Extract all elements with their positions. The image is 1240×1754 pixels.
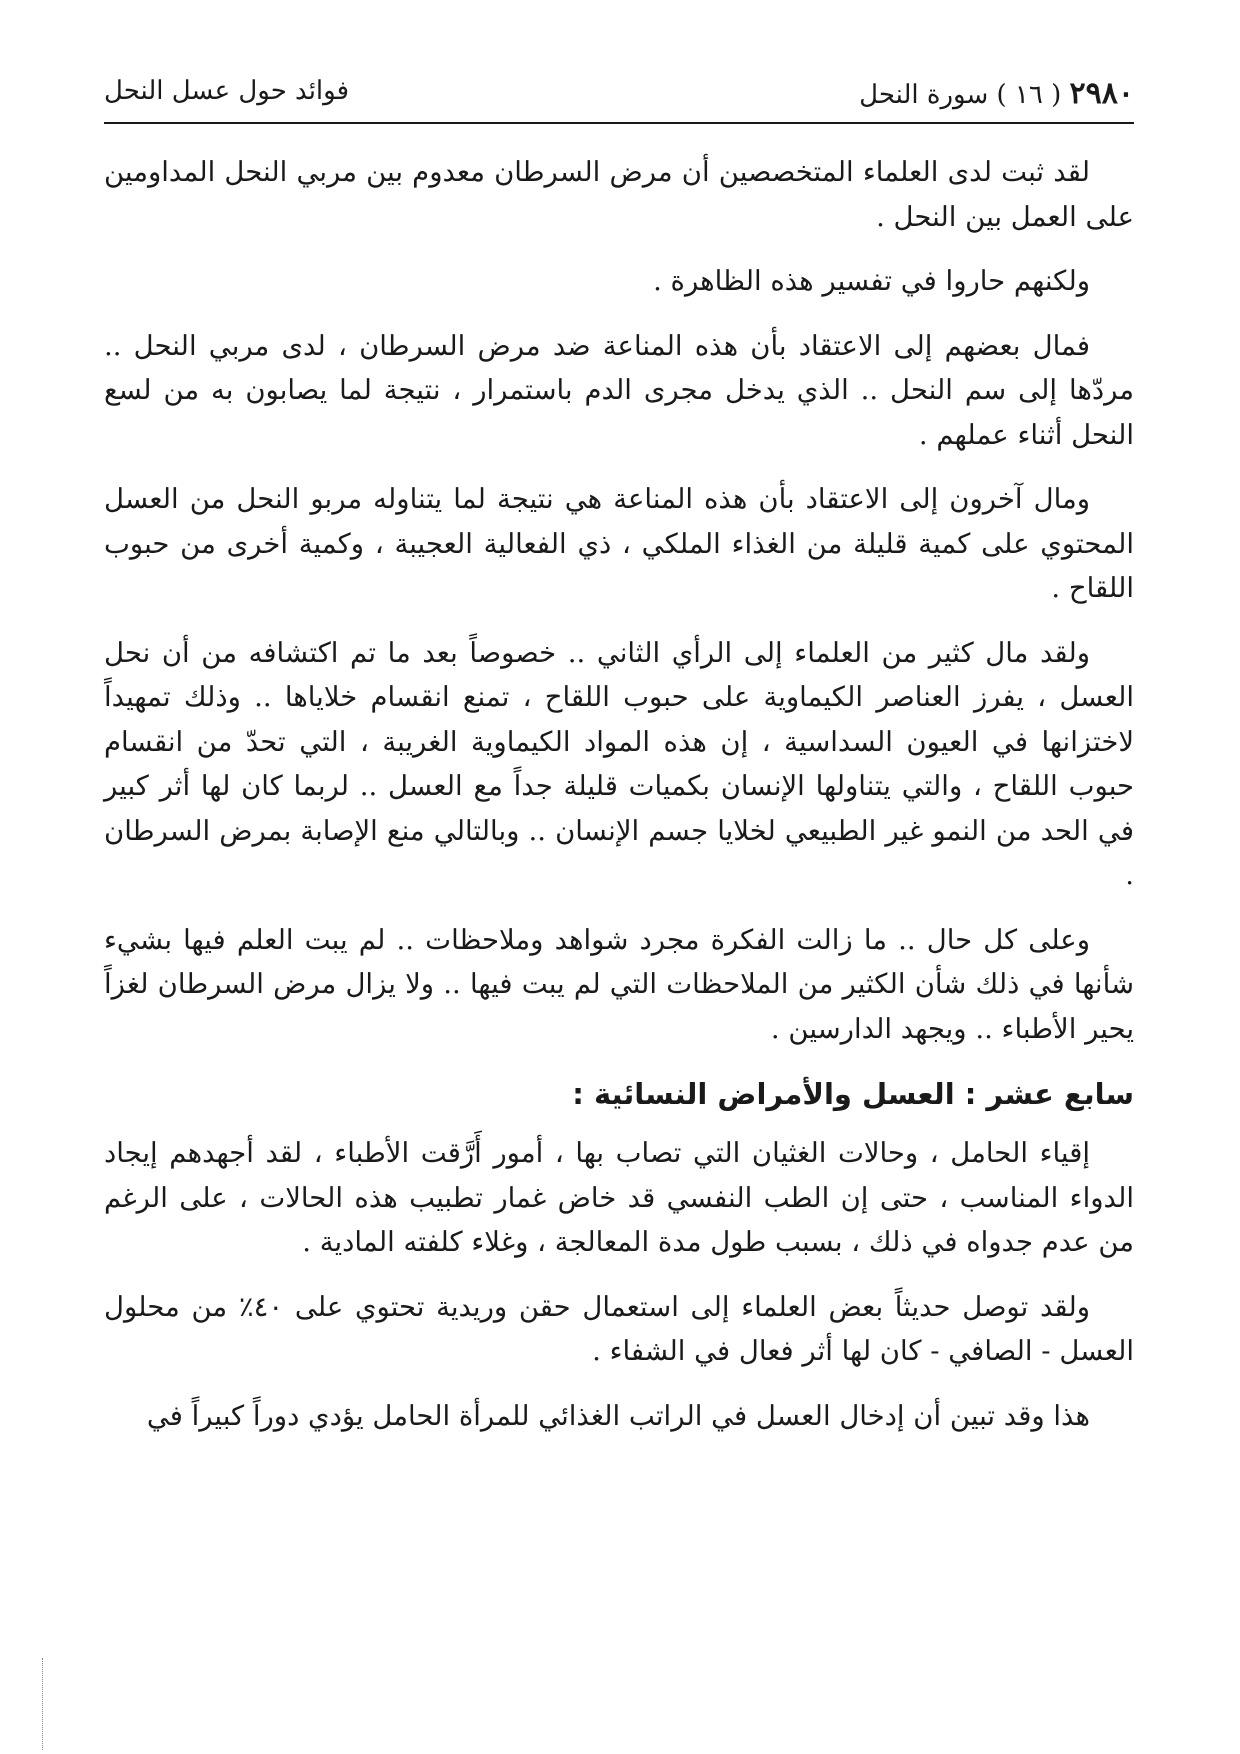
paragraph: ولكنهم حاروا في تفسير هذه الظاهرة .: [653, 265, 1090, 297]
paragraph: لقد ثبت لدى العلماء المتخصصين أن مرض السرطان معدوم بين مربي النحل المداومين على العمل بين النحل .: [104, 156, 1134, 233]
scan-gutter-line: [42, 1658, 43, 1750]
paragraph: فمال بعضهم إلى الاعتقاد بأن هذه المناعة ضد مرض السرطان ، لدى مربي النحل .. مردّها إلى سم النحل .. الذي يدخل مجرى الدم باستمرار ، نتيجة لما يصابون به من لسع النحل أثناء عملهم .: [104, 329, 1134, 451]
running-head-right: [859, 76, 1134, 111]
paragraph: إقياء الحامل ، وحالات الغثيان التي تصاب بها ، أمور أَرَّقت الأطباء ، لقد أجهدهم إيجاد الدواء المناسب ، حتى إن الطب النفسي قد خاض غمار تطبيب هذه الحالات ، على الرغم من عدم جدواه في ذلك ، بسبب طول مدة المعالجة ، وغلاء كلفته المادية .: [104, 1137, 1134, 1258]
running-head-left: فوائد حول عسل النحل: [104, 76, 350, 106]
paragraph: هذا وقد تبين أن إدخال العسل في الراتب الغذائي للمرأة الحامل يؤدي دوراً كبيراً في: [146, 1399, 1090, 1432]
page-body: [104, 150, 1134, 1458]
paragraph: ولقد مال كثير من العلماء إلى الرأي الثاني .. خصوصاً بعد ما تم اكتشافه من أن نحل العسل ، يفرز العناصر الكيماوية على حبوب اللقاح ، تمنع انقسام خلاياها .. وذلك تمهيداً لاختزانها في العيون السداسية ، إن هذه المواد الكيماوية الغريبة ، التي تحدّ من انقسام حبوب اللقاح ، والتي يتناولها الإنسان بكميات قليلة جداً مع العسل .. لربما كان لها أثر كبير في الحد من النمو غير الطبيعي لخلايا جسم الإنسان .. وبالتالي منع الإصابة بمرض السرطان .: [104, 636, 1134, 891]
section-heading: سابع عشر : العسل والأمراض النسائية :: [572, 1077, 1134, 1111]
page-number: ٢٩٨٠: [1069, 76, 1134, 111]
paragraph: ومال آخرون إلى الاعتقاد بأن هذه المناعة هي نتيجة لما يتناوله مربو النحل من العسل المحتوي على كمية قليلة من الغذاء الملكي ، ذي الفعالية العجيبة ، وكمية أخرى من حبوب اللقاح .: [104, 483, 1134, 604]
page-header: [104, 70, 1134, 124]
surah-reference: ( ١٦ ) سورة النحل: [859, 80, 1062, 110]
paragraph: وعلى كل حال .. ما زالت الفكرة مجرد شواهد وملاحظات .. لم يبت العلم فيها بشيء شأنها في ذلك شأن الكثير من الملاحظات التي لم يبت فيها .. ولا يزال مرض السرطان لغزاً يحير الأطباء .. ويجهد الدارسين .: [104, 923, 1134, 1045]
paragraph: ولقد توصل حديثاً بعض العلماء إلى استعمال حقن وريدية تحتوي على ٤٠٪ من محلول العسل - الصافي - كان لها أثر فعال في الشفاء .: [104, 1290, 1134, 1367]
